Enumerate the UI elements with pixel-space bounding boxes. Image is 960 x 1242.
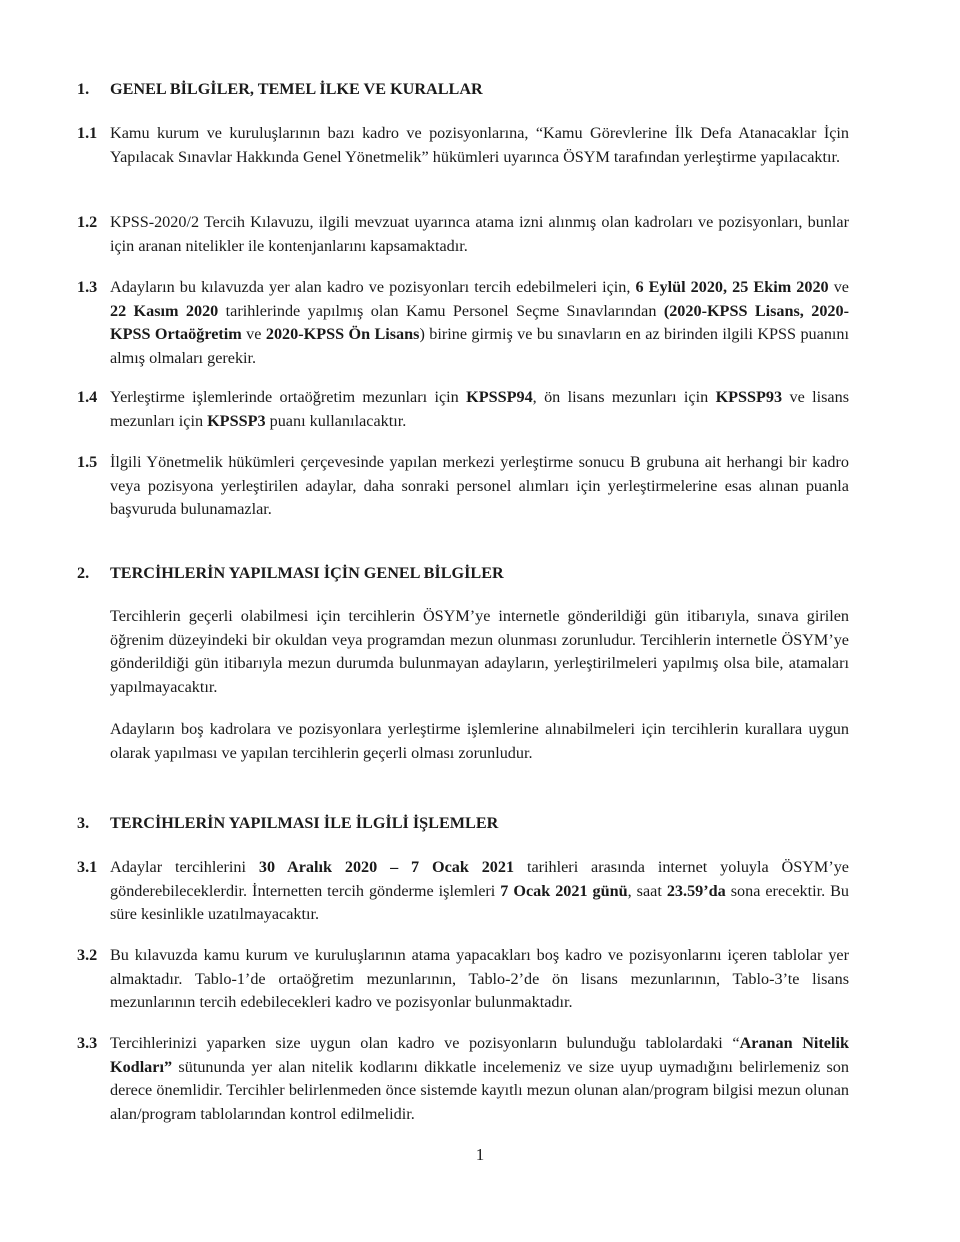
item-1-3 bbox=[77, 276, 849, 370]
column-name: Aranan Nitelik Kodları” bbox=[110, 1034, 849, 1076]
section-number: 2. bbox=[77, 564, 90, 582]
item-text: Kamu kurum ve kuruluşlarının bazı kadro ve pozisyonlarına, “Kamu Görevlerine İlk Defa Atanacaklar İçin Yapılacak Sınavlar Hakkında Genel Yönetmelik” hükümleri uyarınca ÖSYM tarafından yerleştirme yapılacaktır. bbox=[110, 124, 849, 166]
score-type: KPSSP3 bbox=[207, 411, 266, 430]
section-number: 1. bbox=[77, 80, 90, 98]
section-title: GENEL BİLGİLER, TEMEL İLKE VE KURALLAR bbox=[110, 80, 483, 98]
section-number: 3. bbox=[77, 814, 90, 832]
paragraph: Adayların boş kadrolara ve pozisyonlara yerleştirme işlemlerine alınabilmeleri için tercihlerin kurallara uygun olarak yapılması ve yapılan tercihlerin geçerli olması zorunludur. bbox=[110, 720, 849, 762]
paragraph: Tercihlerin geçerli olabilmesi için tercihlerin ÖSYM’ye internetle gönderildiği gün itibarıyla, sınava girilen öğrenim düzeyindeki bir okuldan veya programdan mezun olunması zorunludur. Tercihlerin internetle ÖSYM’ye gönderildiği gün itibarıyla mezun durumda bulunmayan adayların, yerleştirilmeleri yapılmış olsa bile, atamaları yapılmayacaktır. bbox=[110, 607, 849, 696]
item-text: KPSS-2020/2 Tercih Kılavuzu, ilgili mevzuat uyarınca atama izni alınmış olan kadroları ve pozisyonları, bunlar için aranan nitelikler ile kontenjanlarını kapsamaktadır. bbox=[110, 213, 849, 255]
exam-dates: 6 Eylül 2020, 25 Ekim 2020 bbox=[635, 278, 829, 296]
item-3-2 bbox=[77, 944, 849, 1015]
score-type: KPSSP93 bbox=[715, 388, 783, 406]
section-2-heading bbox=[77, 562, 877, 586]
section-3-heading bbox=[77, 812, 877, 836]
item-1-1 bbox=[77, 122, 849, 169]
item-number: 1.3 bbox=[77, 278, 98, 296]
item-text: İlgili Yönetmelik hükümleri çerçevesinde yapılan merkezi yerleştirme sonucu B grubuna ait herhangi bir kadro veya pozisyona yerleştirilen adaylar, daha sonraki personel alımları için yerleştirmelerine esas alınan puanla başvuruda bulunamazlar. bbox=[110, 453, 849, 518]
item-3-1 bbox=[77, 856, 849, 927]
deadline-time: 23.59’da bbox=[666, 881, 726, 900]
section-1-heading bbox=[77, 78, 877, 102]
item-3-3 bbox=[77, 1032, 849, 1126]
item-text: Adayların bu kılavuzda yer alan kadro ve pozisyonları tercih edebilmeleri için, 6 Eylül 2020, 25 Ekim 2020 ve 22 Kasım 2020 tarihlerinde yapılmış olan Kamu Personel Seçme Sınavlarından (2020-KPSS Lisans, 2020-KPSS Ortaöğretim ve 2020-KPSS Ön Lisans) birine girmiş ve bu sınavların en az birinden ilgili KPSS puanını almış olmaları gerekir. bbox=[110, 278, 849, 367]
section-title: TERCİHLERİN YAPILMASI İLE İLGİLİ İŞLEMLER bbox=[110, 814, 499, 832]
item-1-5 bbox=[77, 451, 849, 522]
exam-date: 22 Kasım 2020 bbox=[110, 301, 219, 320]
item-number: 1.2 bbox=[77, 213, 98, 231]
section-title: TERCİHLERİN YAPILMASI İÇİN GENEL BİLGİLER bbox=[110, 564, 504, 582]
date-range: 30 Aralık 2020 – 7 Ocak 2021 bbox=[258, 858, 515, 876]
item-number: 1.4 bbox=[77, 388, 98, 406]
item-text: Tercihlerinizi yaparken size uygun olan kadro ve pozisyonların bulunduğu tablolardaki “Aranan Nitelik Kodları” sütununda yer alan nitelik kodlarını dikkatle incelemeniz ve size uyup uymadığını belirlemeniz son derece önemlidir. Tercihler belirlenmeden önce sistemde kayıtlı mezun olunan alan/program bilgisi mezun olunan alan/program tablolarından kontrol edilmelidir. bbox=[110, 1034, 849, 1123]
item-number: 3.2 bbox=[77, 946, 98, 964]
item-1-4 bbox=[77, 386, 849, 433]
item-text: Bu kılavuzda kamu kurum ve kuruluşlarının atama yapacakları boş kadro ve pozisyonlarını içeren tablolar yer almaktadır. Tablo-1’de ortaöğretim mezunlarının, Tablo-2’de ön lisans mezunlarının, Tablo-3’te lisans mezunlarının tercih edebilecekleri kadro ve pozisyonlar bulunmaktadır. bbox=[110, 946, 849, 1011]
item-text: Yerleştirme işlemlerinde ortaöğretim mezunları için KPSSP94, ön lisans mezunları için KPSSP93 ve lisans mezunları için KPSSP3 puanı kullanılacaktır. bbox=[110, 388, 849, 430]
item-number: 3.1 bbox=[77, 858, 98, 876]
item-number: 1.1 bbox=[77, 124, 98, 142]
item-text: Adaylar tercihlerini 30 Aralık 2020 – 7 Ocak 2021 tarihleri arasında internet yoluyla ÖSYM’ye gönderebileceklerdir. İnternetten tercih gönderme işlemleri 7 Ocak 2021 günü, saat 23.59’da sona erecektir. Bu süre kesinlikle uzatılmayacaktır. bbox=[110, 858, 849, 923]
deadline-date: 7 Ocak 2021 günü bbox=[500, 881, 628, 900]
page-number: 1 bbox=[475, 1145, 485, 1164]
exam-name: 2020-KPSS Ön Lisans bbox=[265, 325, 420, 343]
item-number: 3.3 bbox=[77, 1034, 98, 1052]
item-number: 1.5 bbox=[77, 453, 98, 471]
item-1-2 bbox=[77, 211, 849, 258]
exam-names: (2020-KPSS Lisans, 2020-KPSS Ortaöğretim bbox=[110, 301, 849, 343]
score-type: KPSSP94 bbox=[466, 388, 533, 406]
